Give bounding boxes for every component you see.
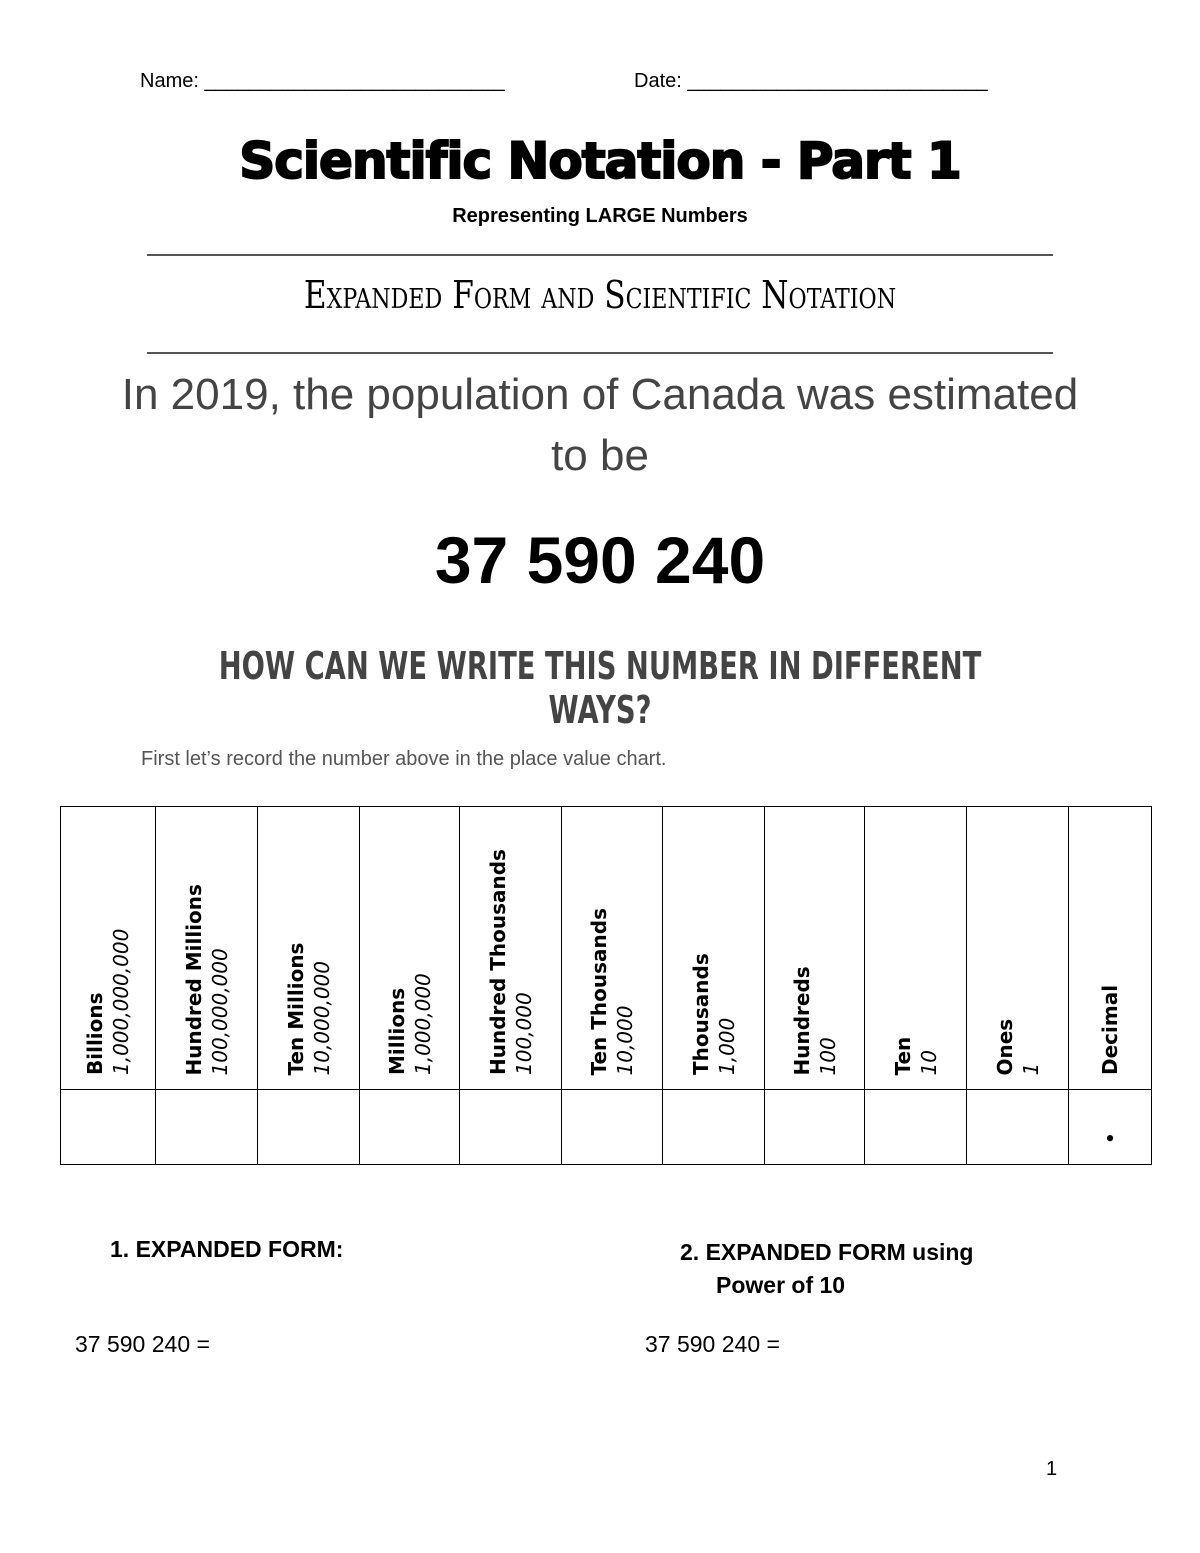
question-1-equation: 37 590 240 =	[75, 1331, 210, 1357]
place-value-header	[460, 807, 562, 1090]
worksheet-title: Scientific Notation - Part 1	[239, 132, 961, 190]
place-value-label: Decimal	[1098, 984, 1122, 1075]
place-value-cell[interactable]	[156, 1090, 258, 1165]
question-2-title-line1: 2. EXPANDED FORM using	[680, 1239, 974, 1265]
place-value-cell[interactable]	[562, 1090, 663, 1165]
instruction-text: First let’s record the number above in the place value chart.	[141, 748, 667, 770]
divider-top	[147, 254, 1053, 256]
place-value-amount: 10,000,000	[309, 960, 334, 1075]
population-number: 37 590 240	[434, 523, 766, 597]
page-number: 1	[1046, 1458, 1058, 1480]
place-value-amount: 100,000	[511, 992, 536, 1075]
place-value-header	[1069, 807, 1152, 1090]
place-value-label: Hundred Millions	[181, 883, 206, 1075]
place-value-amount: 1,000,000	[410, 973, 435, 1075]
place-value-cell[interactable]	[360, 1090, 460, 1165]
question-2-title-line2: Power of 10	[716, 1272, 846, 1298]
place-value-header	[663, 807, 765, 1090]
place-value-header	[765, 807, 865, 1090]
place-value-label: Hundred Thousands	[485, 849, 510, 1075]
place-value-cell[interactable]	[460, 1090, 562, 1165]
section-heading: Expanded Form and Scientific Notation	[303, 273, 897, 317]
decimal-point: •	[1105, 1124, 1115, 1153]
date-field-label: Date: ___________________________	[634, 70, 988, 92]
place-value-amount: 10	[916, 1049, 941, 1075]
place-value-amount: 1,000	[714, 1017, 739, 1075]
place-value-label: Thousands	[688, 953, 713, 1075]
place-value-cell[interactable]	[61, 1090, 156, 1165]
place-value-label: Millions	[384, 987, 409, 1075]
name-field-label: Name: ___________________________	[140, 70, 505, 92]
place-value-header	[562, 807, 663, 1090]
place-value-label: Ones	[992, 1018, 1017, 1075]
place-value-label: Ten Millions	[283, 942, 308, 1075]
place-value-cell[interactable]	[1069, 1090, 1152, 1165]
question-2-equation: 37 590 240 =	[645, 1331, 780, 1357]
place-value-label: Ten	[890, 1036, 915, 1075]
place-value-amount: 100,000,000	[207, 947, 232, 1075]
question-heading: HOW CAN WE WRITE THIS NUMBER IN DIFFERENT WAYS?	[218, 644, 982, 732]
intro-text: In 2019, the population of Canada was estimated to be	[121, 370, 1079, 480]
place-value-label: Ten Thousands	[587, 907, 611, 1075]
divider-bottom	[147, 352, 1053, 354]
place-value-amount: 1,000,000,000	[109, 928, 133, 1075]
place-value-cell[interactable]	[258, 1090, 360, 1165]
place-value-label: Billions	[83, 992, 107, 1075]
place-value-amount: 1	[1018, 1062, 1043, 1075]
place-value-cell[interactable]	[663, 1090, 765, 1165]
place-value-cell[interactable]	[967, 1090, 1069, 1165]
place-value-cell[interactable]	[765, 1090, 865, 1165]
place-value-header	[258, 807, 360, 1090]
question-1-title: 1. EXPANDED FORM:	[110, 1236, 344, 1262]
place-value-header	[967, 807, 1069, 1090]
place-value-header	[360, 807, 460, 1090]
question-2-title	[680, 1236, 974, 1302]
place-value-chart	[60, 806, 1152, 1165]
place-value-label: Hundreds	[789, 965, 814, 1075]
place-value-amount: 10,000	[613, 1005, 637, 1075]
place-value-header	[61, 807, 156, 1090]
place-value-header	[865, 807, 967, 1090]
place-value-cell[interactable]	[865, 1090, 967, 1165]
worksheet-subtitle: Representing LARGE Numbers	[452, 205, 748, 227]
place-value-amount: 100	[815, 1036, 840, 1075]
place-value-header	[156, 807, 258, 1090]
